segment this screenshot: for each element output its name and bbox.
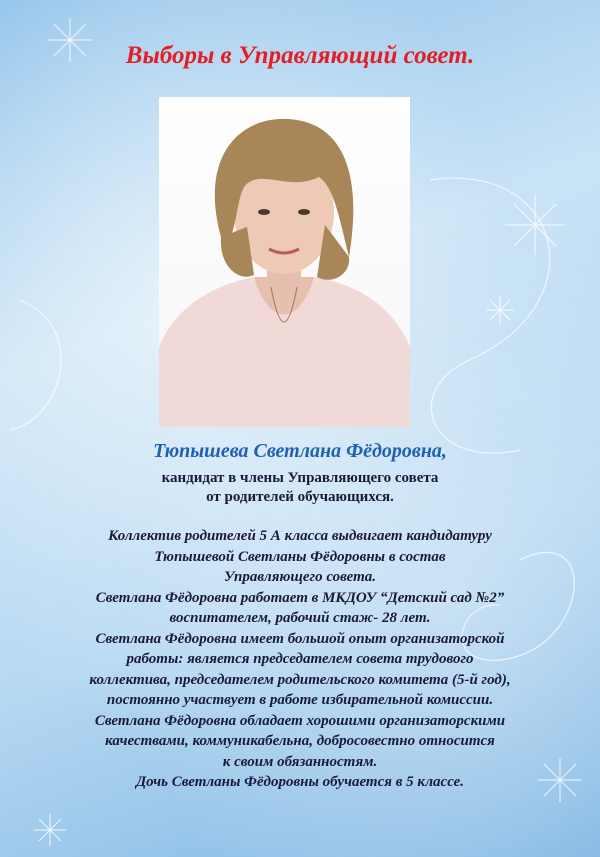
description-line: воспитателем, рабочий стаж- 28 лет.: [169, 610, 431, 626]
candidate-subtitle-1: кандидат в члены Управляющего совета: [161, 470, 439, 486]
description-line: Светлана Фёдоровна работает в МКДОУ “Детский сад №2”: [95, 589, 505, 606]
swirl-ornament: [430, 178, 550, 453]
description-line: Светлана Фёдоровна имеет большой опыт организаторской: [95, 630, 505, 647]
description-line: Коллектив родителей 5 А класса выдвигает кандидатуру: [108, 528, 492, 544]
description-line: Светлана Фёдоровна обладает хорошими организаторскими: [94, 712, 506, 729]
candidate-name: Тюпышева Светлана Фёдоровна,: [153, 440, 447, 462]
snowflake-icon: [505, 195, 565, 255]
candidate-subtitle-2: от родителей обучающихся.: [206, 489, 394, 505]
description-line: постоянно участвует в работе избирательной комиссии.: [106, 692, 494, 708]
description-line: работы: является председателем совета трудового: [126, 651, 474, 667]
description-line: Управляющего совета.: [223, 569, 377, 585]
candidate-photo: [159, 97, 410, 427]
snowflake-icon: [486, 296, 514, 324]
snowflake-icon: [34, 814, 66, 846]
candidate-description: [40, 526, 560, 793]
description-line: Дочь Светланы Фёдоровны обучается в 5 классе.: [135, 774, 465, 790]
swirl-ornament: [10, 300, 61, 430]
description-line: коллектива, председателем родительского комитета (5-й год),: [89, 671, 511, 688]
portrait-photo-icon: [159, 97, 410, 427]
description-line: Тюпышевой Светланы Фёдоровны в состав: [154, 548, 446, 565]
description-line: к своим обязанностям.: [222, 753, 378, 770]
description-line: качествами, коммуникабельна, добросовестно относится: [105, 733, 495, 749]
page-title: Выборы в Управляющий совет.: [125, 42, 475, 69]
